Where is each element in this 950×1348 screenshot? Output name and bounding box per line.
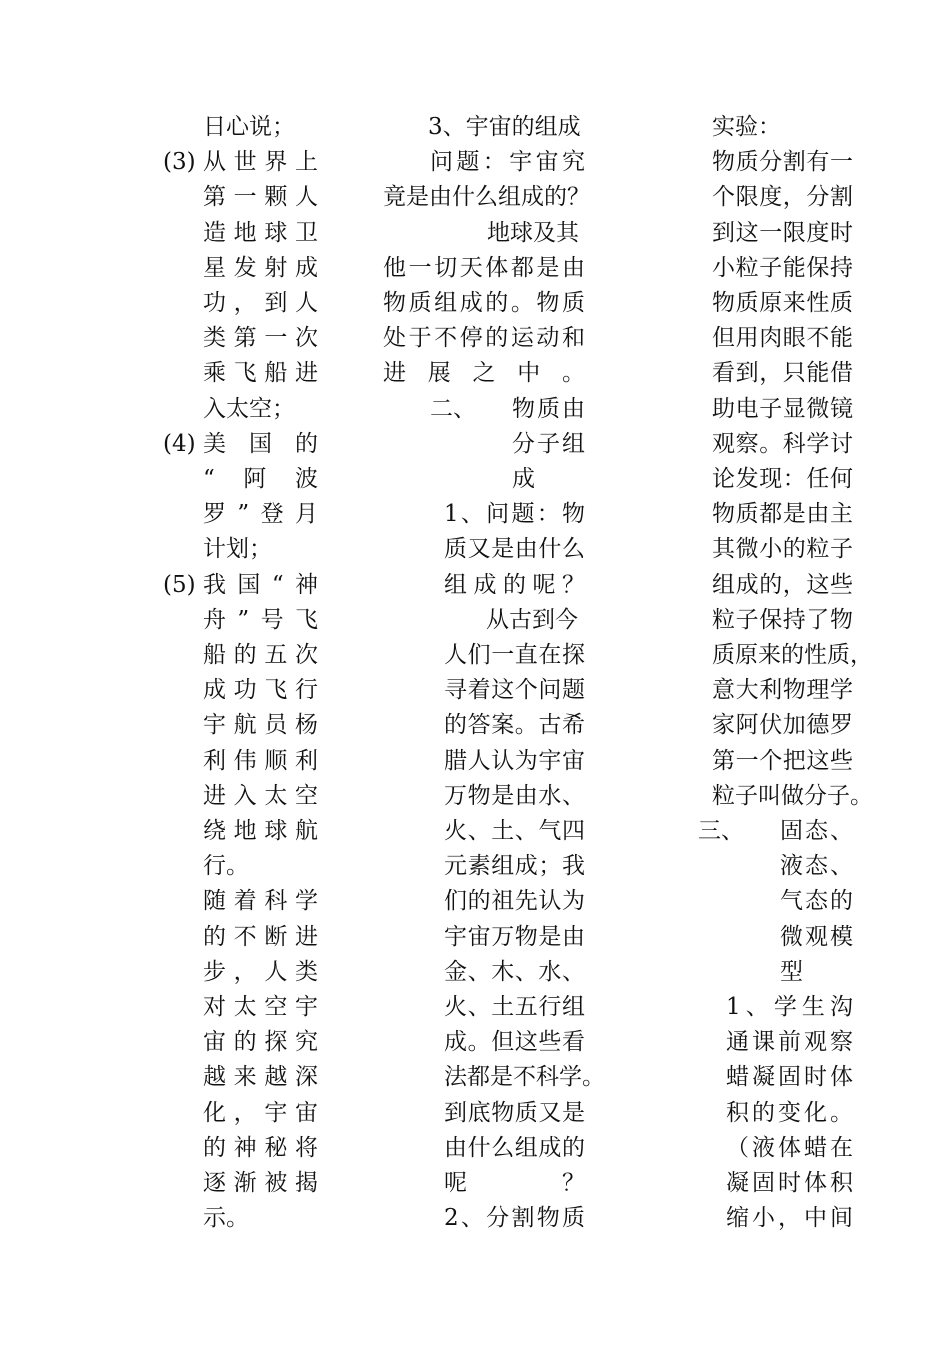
col3-paragraph-line: 个限度，分割 [712,184,853,211]
answer-line: 处于不停的运动和 [383,325,585,352]
col3-paragraph-line: 物质原来性质 [712,290,853,316]
col3-list-line: 凝固时体积 [726,1170,853,1196]
col1-paragraph-line: 示。 [203,1205,249,1232]
list-marker: (5) [163,571,196,598]
question-line: 问题：宇宙究 [430,149,585,176]
col3-list-line: 通课前观察 [726,1029,853,1056]
question-line: 竟是由什么组成的？ [383,184,590,211]
list-item-3-line: 造地球卫 [203,219,318,246]
list-item-4-line: 美 国 的 [203,430,318,457]
paragraph-line: 从古到今 [486,606,578,633]
col3-paragraph-line: 小粒子能保持 [712,254,853,281]
list-item-3-line: 星发射成 [203,254,318,281]
list-item-5-line: 行。 [203,853,249,880]
list-item-5-line: 我国“神 [203,571,318,598]
col1-paragraph-line: 宙的探究 [203,1029,318,1056]
subsection-heading: 2、分割物质 [444,1205,585,1232]
list-item-5-line: 利伟顺利 [203,747,318,774]
list-marker: (3) [163,149,196,176]
paragraph-line: 火、土、气四 [444,818,585,844]
list-item-5-line: 进入太空 [203,782,318,809]
answer-line: 物质组成的。物质 [383,290,585,316]
col3-paragraph-line: 助电子显微镜 [712,395,853,422]
question-paragraph-line: 质又是由什么 [444,536,585,563]
col1-paragraph-line: 的不断进 [203,923,318,950]
paragraph-line: 到底物质又是 [444,1099,585,1126]
paragraph-line: 元素组成；我 [444,853,585,880]
section-heading-3b: 固态、 [780,818,853,844]
question-paragraph-line: 组成的呢？ [444,571,585,598]
col1-paragraph-line: 化，宇宙 [203,1099,318,1126]
list-marker: (4) [163,430,196,457]
section-heading-2: 分子组 [512,430,585,457]
col1-paragraph-line: 逐渐被揭 [203,1170,318,1196]
answer-line: 他一切天体都是由 [383,254,585,281]
list-item-3-line: 类第一次 [203,325,318,352]
paragraph-line: 成。但这些看 [444,1029,585,1056]
col3-paragraph-line: 观察。科学讨 [712,430,853,457]
section-number-2: 二、 [430,395,476,422]
col3-paragraph-line: 意大利物理学 [712,677,853,704]
col3-paragraph-line: 组成的，这些 [712,571,853,598]
paragraph-line: 呢？ [444,1170,585,1196]
col3-list-line: 积的变化。 [726,1099,853,1126]
col3-top-line: 实验： [712,114,781,140]
list-item-4-line: “ 阿 波 [203,466,318,492]
paragraph-line: 法都是不科学。 [444,1064,605,1091]
paragraph-line: 金、木、水、 [444,958,585,985]
col1-paragraph-line: 步，人类 [203,958,318,985]
col3-list-line: 1、学生沟 [726,994,853,1020]
list-item-3-line: 功，到人 [203,290,318,316]
answer-line: 地球及其 [487,219,579,246]
section-heading-3b: 型 [780,958,803,985]
list-item-3-line: 第一颗人 [203,184,318,211]
paragraph-line: 万物是由水、 [444,782,585,809]
list-item-5-line: 绕地球航 [203,818,318,844]
paragraph-line: 由什么组成的 [444,1134,585,1161]
col3-list-line: 蜡凝固时体 [726,1064,853,1091]
list-item-3-line: 入太空； [203,395,295,422]
col3-paragraph-line: 粒子叫做分子。 [712,782,873,809]
paragraph-line: 们的祖先认为 [444,888,585,915]
paragraph-line: 的答案。古希 [444,712,585,739]
question-paragraph-line: 1、问题：物 [444,501,585,528]
answer-line: 进展之中。 [383,360,585,387]
list-item-3-line: 从世界上 [203,149,318,176]
col3-paragraph-line: 物质都是由主 [712,501,853,528]
section-number-3: 三、 [698,818,744,844]
section-heading-3: 3、宇宙的组成 [428,114,581,140]
col3-paragraph-line: 论发现：任何 [712,466,853,492]
col3-paragraph-line: 到这一限度时 [712,219,853,246]
col3-paragraph-line: 质原来的性质， [712,642,873,668]
paragraph-line: 寻着这个问题 [444,677,585,704]
list-item-4-line: 罗”登月 [203,501,318,528]
section-heading-2: 成 [512,466,535,492]
col3-paragraph-line: 但用肉眼不能 [712,325,853,352]
paragraph-line: 宇宙万物是由 [444,923,585,950]
col3-paragraph-line: 物质分割有一 [712,149,853,176]
col1-paragraph-line: 越来越深 [203,1064,318,1091]
col3-paragraph-line: 粒子保持了物 [712,606,853,633]
list-item-4-line: 计划； [203,536,272,563]
paragraph-line: 人们一直在探 [444,642,585,668]
col3-list-line: （液体蜡在 [726,1134,853,1161]
paragraph-line: 火、土五行组 [444,994,585,1020]
list-item-5-line: 舟”号飞 [203,606,318,633]
col1-top-line: 日心说； [203,114,295,140]
list-item-5-line: 宇航员杨 [203,712,318,739]
section-heading-3b: 液态、 [780,853,853,880]
section-heading-3b: 微观模 [780,923,853,950]
col1-paragraph-line: 随着科学 [203,888,318,915]
col3-paragraph-line: 家阿伏加德罗 [712,712,853,739]
col3-paragraph-line: 其微小的粒子 [712,536,853,563]
col3-paragraph-line: 看到，只能借 [712,360,853,387]
col1-paragraph-line: 对太空宇 [203,994,318,1020]
col3-paragraph-line: 第一个把这些 [712,747,853,774]
section-heading-3b: 气态的 [780,888,853,915]
col1-paragraph-line: 的神秘将 [203,1134,318,1161]
paragraph-line: 腊人认为宇宙 [444,747,585,774]
section-heading-2: 物质由 [512,395,585,422]
col3-list-line: 缩小，中间 [726,1205,853,1232]
list-item-3-line: 乘飞船进 [203,360,318,387]
list-item-5-line: 船的五次 [203,642,318,668]
list-item-5-line: 成功飞行 [203,677,318,704]
